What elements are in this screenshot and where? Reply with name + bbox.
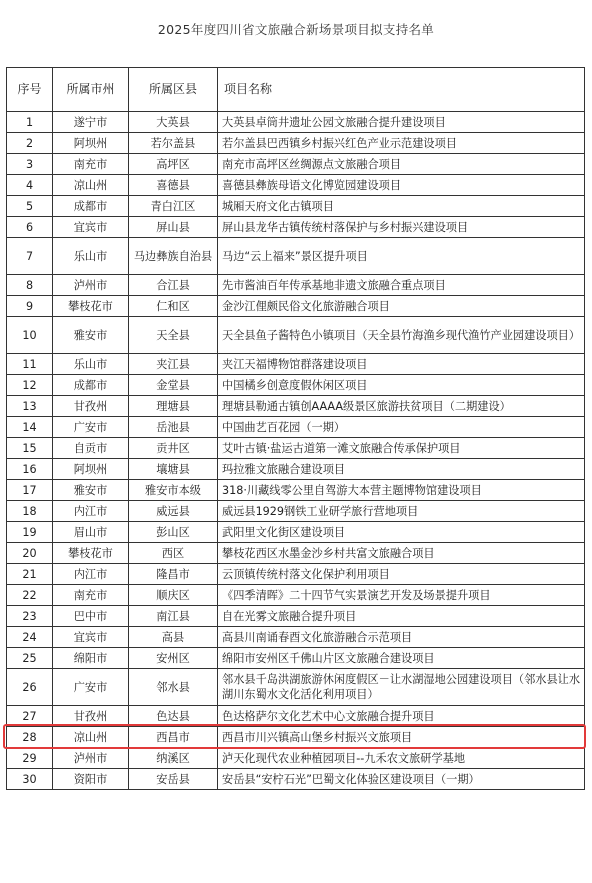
cell-county: 彭山区 bbox=[129, 522, 218, 543]
cell-county: 高县 bbox=[129, 627, 218, 648]
table-row bbox=[7, 275, 585, 296]
table-row bbox=[7, 175, 585, 196]
cell-serial-number: 25 bbox=[7, 648, 53, 669]
cell-project-name: 邻水县千岛洪湖旅游休闲度假区－让水湖湿地公园建设项目（邻水县让水湖川东蜀水文化活化利用项目） bbox=[218, 669, 585, 706]
cell-serial-number: 1 bbox=[7, 112, 53, 133]
cell-serial-number: 6 bbox=[7, 217, 53, 238]
project-table-container bbox=[6, 67, 584, 790]
cell-serial-number: 16 bbox=[7, 459, 53, 480]
cell-city: 乐山市 bbox=[53, 238, 129, 275]
cell-project-name: 威远县1929钢铁工业研学旅行营地项目 bbox=[218, 501, 585, 522]
cell-county: 大英县 bbox=[129, 112, 218, 133]
table-row bbox=[7, 627, 585, 648]
table-row bbox=[7, 522, 585, 543]
table-row bbox=[7, 459, 585, 480]
table-row bbox=[7, 296, 585, 317]
cell-project-name: 武阳里文化街区建设项目 bbox=[218, 522, 585, 543]
table-row bbox=[7, 438, 585, 459]
cell-city: 资阳市 bbox=[53, 769, 129, 790]
cell-city: 遂宁市 bbox=[53, 112, 129, 133]
cell-serial-number: 28 bbox=[7, 727, 53, 748]
table-row bbox=[7, 112, 585, 133]
cell-city: 眉山市 bbox=[53, 522, 129, 543]
cell-serial-number: 2 bbox=[7, 133, 53, 154]
cell-project-name: 大英县卓筒井遗址公园文旅融合提升建设项目 bbox=[218, 112, 585, 133]
cell-serial-number: 3 bbox=[7, 154, 53, 175]
cell-serial-number: 4 bbox=[7, 175, 53, 196]
cell-project-name: 中国橘乡创意度假休闲区项目 bbox=[218, 375, 585, 396]
cell-county: 合江县 bbox=[129, 275, 218, 296]
table-body bbox=[7, 112, 585, 790]
table-row bbox=[7, 396, 585, 417]
cell-project-name: 艾叶古镇·盐运古道第一滩文旅融合传承保护项目 bbox=[218, 438, 585, 459]
cell-serial-number: 21 bbox=[7, 564, 53, 585]
cell-county: 纳溪区 bbox=[129, 748, 218, 769]
header-city: 所属市州 bbox=[53, 68, 129, 112]
cell-city: 阿坝州 bbox=[53, 459, 129, 480]
cell-project-name: 《四季清晖》二十四节气实景演艺开发及场景提升项目 bbox=[218, 585, 585, 606]
cell-city: 泸州市 bbox=[53, 748, 129, 769]
table-row bbox=[7, 585, 585, 606]
cell-county: 西区 bbox=[129, 543, 218, 564]
cell-project-name: 自在光雾文旅融合提升项目 bbox=[218, 606, 585, 627]
cell-city: 攀枝花市 bbox=[53, 296, 129, 317]
cell-serial-number: 5 bbox=[7, 196, 53, 217]
cell-county: 壤塘县 bbox=[129, 459, 218, 480]
cell-county: 威远县 bbox=[129, 501, 218, 522]
cell-county: 安州区 bbox=[129, 648, 218, 669]
table-row bbox=[7, 317, 585, 354]
cell-city: 凉山州 bbox=[53, 175, 129, 196]
cell-project-name: 天全县鱼子酱特色小镇项目（天全县竹海渔乡现代渔竹产业园建设项目） bbox=[218, 317, 585, 354]
cell-project-name: 高县川南诵春酉文化旅游融合示范项目 bbox=[218, 627, 585, 648]
cell-serial-number: 10 bbox=[7, 317, 53, 354]
cell-serial-number: 27 bbox=[7, 706, 53, 727]
table-row bbox=[7, 354, 585, 375]
header-county: 所属区县 bbox=[129, 68, 218, 112]
table-row bbox=[7, 543, 585, 564]
table-row-highlighted bbox=[7, 727, 585, 748]
cell-county: 金堂县 bbox=[129, 375, 218, 396]
cell-project-name: 理塘县勒通古镇创AAAA级景区旅游扶贫项目（二期建设） bbox=[218, 396, 585, 417]
cell-city: 阿坝州 bbox=[53, 133, 129, 154]
table-header-row bbox=[7, 68, 585, 112]
table-row bbox=[7, 769, 585, 790]
cell-county: 顺庆区 bbox=[129, 585, 218, 606]
cell-county: 色达县 bbox=[129, 706, 218, 727]
table-row bbox=[7, 417, 585, 438]
cell-city: 内江市 bbox=[53, 501, 129, 522]
cell-project-name: 云顶镇传统村落文化保护利用项目 bbox=[218, 564, 585, 585]
cell-project-name: 色达格萨尔文化艺术中心文旅融合提升项目 bbox=[218, 706, 585, 727]
table-row bbox=[7, 648, 585, 669]
cell-city: 巴中市 bbox=[53, 606, 129, 627]
cell-county: 岳池县 bbox=[129, 417, 218, 438]
cell-serial-number: 19 bbox=[7, 522, 53, 543]
cell-project-name: 屏山县龙华古镇传统村落保护与乡村振兴建设项目 bbox=[218, 217, 585, 238]
table-row bbox=[7, 669, 585, 706]
cell-county: 安岳县 bbox=[129, 769, 218, 790]
cell-city: 内江市 bbox=[53, 564, 129, 585]
cell-project-name: 金沙江俚颇民俗文化旅游融合项目 bbox=[218, 296, 585, 317]
cell-city: 雅安市 bbox=[53, 480, 129, 501]
cell-city: 广安市 bbox=[53, 417, 129, 438]
table-row bbox=[7, 133, 585, 154]
cell-project-name: 中国曲艺百花园（一期） bbox=[218, 417, 585, 438]
header-project-name: 项目名称 bbox=[218, 68, 585, 112]
cell-city: 成都市 bbox=[53, 196, 129, 217]
table-row bbox=[7, 606, 585, 627]
cell-county: 喜德县 bbox=[129, 175, 218, 196]
cell-county: 青白江区 bbox=[129, 196, 218, 217]
cell-project-name: 绵阳市安州区千佛山片区文旅融合建设项目 bbox=[218, 648, 585, 669]
cell-city: 自贡市 bbox=[53, 438, 129, 459]
cell-serial-number: 26 bbox=[7, 669, 53, 706]
cell-city: 绵阳市 bbox=[53, 648, 129, 669]
cell-city: 乐山市 bbox=[53, 354, 129, 375]
cell-county: 南江县 bbox=[129, 606, 218, 627]
cell-serial-number: 30 bbox=[7, 769, 53, 790]
cell-serial-number: 18 bbox=[7, 501, 53, 522]
cell-city: 雅安市 bbox=[53, 317, 129, 354]
cell-serial-number: 20 bbox=[7, 543, 53, 564]
cell-serial-number: 15 bbox=[7, 438, 53, 459]
cell-county: 夹江县 bbox=[129, 354, 218, 375]
cell-county: 高坪区 bbox=[129, 154, 218, 175]
cell-city: 成都市 bbox=[53, 375, 129, 396]
cell-project-name: 喜德县彝族母语文化博览园建设项目 bbox=[218, 175, 585, 196]
cell-serial-number: 24 bbox=[7, 627, 53, 648]
cell-city: 甘孜州 bbox=[53, 396, 129, 417]
cell-serial-number: 7 bbox=[7, 238, 53, 275]
table-row bbox=[7, 217, 585, 238]
cell-project-name: 马边“云上福来”景区提升项目 bbox=[218, 238, 585, 275]
cell-project-name: 南充市高坪区丝绸源点文旅融合项目 bbox=[218, 154, 585, 175]
cell-project-name: 玛拉雅文旅融合建设项目 bbox=[218, 459, 585, 480]
cell-county: 仁和区 bbox=[129, 296, 218, 317]
cell-city: 广安市 bbox=[53, 669, 129, 706]
cell-project-name: 夹江天福博物馆群落建设项目 bbox=[218, 354, 585, 375]
header-serial-number: 序号 bbox=[7, 68, 53, 112]
cell-serial-number: 9 bbox=[7, 296, 53, 317]
cell-county: 隆昌市 bbox=[129, 564, 218, 585]
cell-county: 天全县 bbox=[129, 317, 218, 354]
table-row bbox=[7, 196, 585, 217]
table-row bbox=[7, 564, 585, 585]
cell-county: 理塘县 bbox=[129, 396, 218, 417]
cell-project-name: 城厢天府文化古镇项目 bbox=[218, 196, 585, 217]
cell-serial-number: 22 bbox=[7, 585, 53, 606]
table-row bbox=[7, 748, 585, 769]
cell-city: 南充市 bbox=[53, 154, 129, 175]
cell-project-name: 若尔盖县巴西镇乡村振兴红色产业示范建设项目 bbox=[218, 133, 585, 154]
cell-project-name: 西昌市川兴镇高山堡乡村振兴文旅项目 bbox=[218, 727, 585, 748]
table-row bbox=[7, 706, 585, 727]
cell-project-name: 318·川藏线零公里自驾游大本营主题博物馆建设项目 bbox=[218, 480, 585, 501]
cell-serial-number: 14 bbox=[7, 417, 53, 438]
cell-project-name: 攀枝花西区水墨金沙乡村共富文旅融合项目 bbox=[218, 543, 585, 564]
cell-city: 宜宾市 bbox=[53, 627, 129, 648]
cell-serial-number: 8 bbox=[7, 275, 53, 296]
cell-serial-number: 13 bbox=[7, 396, 53, 417]
cell-county: 马边彝族自治县 bbox=[129, 238, 218, 275]
cell-project-name: 安岳县“安柠石光”巴蜀文化体验区建设项目（一期） bbox=[218, 769, 585, 790]
cell-county: 贡井区 bbox=[129, 438, 218, 459]
cell-project-name: 泸天化现代农业种植园项目--九禾农文旅研学基地 bbox=[218, 748, 585, 769]
cell-serial-number: 29 bbox=[7, 748, 53, 769]
cell-project-name: 先市酱油百年传承基地非遗文旅融合重点项目 bbox=[218, 275, 585, 296]
table-row bbox=[7, 501, 585, 522]
table-row bbox=[7, 154, 585, 175]
cell-serial-number: 23 bbox=[7, 606, 53, 627]
table-row bbox=[7, 375, 585, 396]
cell-serial-number: 11 bbox=[7, 354, 53, 375]
table-row bbox=[7, 238, 585, 275]
cell-city: 攀枝花市 bbox=[53, 543, 129, 564]
cell-county: 雅安市本级 bbox=[129, 480, 218, 501]
cell-city: 宜宾市 bbox=[53, 217, 129, 238]
cell-county: 邻水县 bbox=[129, 669, 218, 706]
document-title: 2025年度四川省文旅融合新场景项目拟支持名单 bbox=[157, 22, 435, 37]
table-row bbox=[7, 480, 585, 501]
cell-city: 凉山州 bbox=[53, 727, 129, 748]
cell-serial-number: 17 bbox=[7, 480, 53, 501]
cell-city: 南充市 bbox=[53, 585, 129, 606]
cell-county: 西昌市 bbox=[129, 727, 218, 748]
project-table bbox=[6, 67, 585, 790]
cell-county: 屏山县 bbox=[129, 217, 218, 238]
cell-county: 若尔盖县 bbox=[129, 133, 218, 154]
cell-city: 泸州市 bbox=[53, 275, 129, 296]
cell-city: 甘孜州 bbox=[53, 706, 129, 727]
cell-serial-number: 12 bbox=[7, 375, 53, 396]
